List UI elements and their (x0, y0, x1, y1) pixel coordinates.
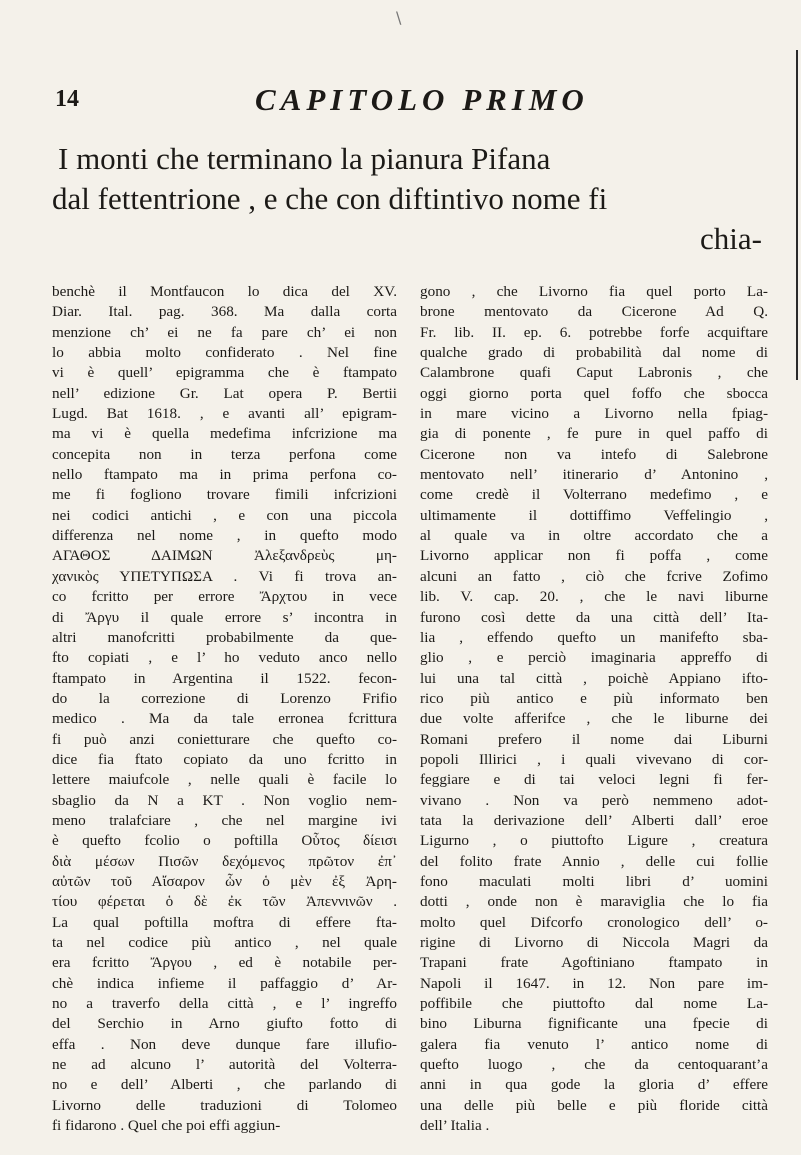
text-line: Napoli il 1647. in 12. Non pare im- (420, 974, 768, 992)
text-line: vivano . Non va però nemmeno adot- (420, 791, 768, 809)
text-line: dell’ Italia . (420, 1117, 490, 1135)
text-line: due volte afferifce , che le liburne dei (420, 710, 768, 728)
text-line: αὐτῶν τοῦ Αἴσαρον ὧν ὁ μὲν ἐξ Ἀρη- (52, 872, 397, 890)
text-line: ultimamente il dottiffimo Veffelingio , (420, 506, 768, 524)
text-line: del folito frate Annio , delle cui follie (420, 852, 768, 870)
page-header (55, 82, 755, 130)
text-line: una delle più belle e più floride città (420, 1096, 768, 1114)
text-line: quefto luogo , che da centoquarant’a (420, 1056, 768, 1074)
text-line: Trapani frate Agoftiniano ftampato in (420, 954, 768, 972)
text-line: Diar. Ital. pag. 368. Ma dalla corta (52, 303, 397, 321)
text-line: ta nel codice più antico , nel quale (52, 934, 397, 951)
text-line: nei codici antichi , e con una piccola (52, 506, 397, 524)
text-line: La qual poftilla moftra di effere fta- (52, 913, 397, 931)
text-line: bino Liburna fignificante una fpecie di (420, 1015, 768, 1033)
text-line: Calambrone quafi Caput Labronis , che (420, 364, 768, 382)
text-line: Livorno delle traduzioni di Tolomeo (52, 1096, 397, 1114)
text-line: chè indica infieme il paffaggio d’ Ar- (52, 974, 397, 992)
text-line: rigine di Livorno di Niccola Magri da (420, 934, 768, 951)
page-number: 14 (55, 86, 79, 112)
text-line: lettere maiufcole , nelle quali è facile lo (52, 771, 397, 789)
text-line: fono maculati molti libri d’ uomini (420, 872, 768, 890)
text-line: co fcritto per errore Ἄρχτου in vece (52, 588, 397, 606)
text-line: popoli Illirici , i quali vivevano di cor- (420, 750, 768, 768)
text-line: sbaglio da N a KT . Non voglio nem- (52, 791, 397, 809)
text-line: anni in qua gode la gloria d’ effere (420, 1076, 768, 1094)
text-line: fto copiati , e l’ ho veduto anco nello (52, 649, 397, 667)
text-line: meno tralafciare , che nel margine ivi (52, 811, 397, 829)
text-line: lia , effendo quefto un manifefto sba- (420, 628, 768, 646)
heading-line: I monti che terminano la pianura Pifana (58, 141, 551, 176)
text-line: me fi fogliono trovare fimili infcrizioni (52, 486, 397, 504)
text-line: lui una tal città , poichè Appiano ifto- (420, 669, 768, 687)
text-line: τίου φέρεται ὁ δὲ ἐκ τῶν Ἀπεννινῶν . (52, 893, 397, 911)
text-line: in mare vicino a Livorno nella fpiag- (420, 405, 768, 423)
text-line: al quale va in oltre accordato che a (420, 527, 768, 545)
text-line: χανικὸς ΥΠΕΤΥΠΩΣΑ . Vi fi trova an- (52, 567, 397, 585)
text-line: ΑΓΑΘΟΣ ΔΑΙΜΩΝ Ἀλεξανδρεὺς μη- (52, 547, 397, 565)
text-line: mentovato nell’ itinerario d’ Antonino , (420, 466, 768, 484)
text-line: ma vi è quella medefima infcrizione ma (52, 425, 397, 443)
text-line: gono , che Livorno fia quel porto La- (420, 283, 768, 300)
text-line: Fr. lib. II. ep. 6. potrebbe forfe acquiftare (420, 323, 768, 341)
text-line: differenza nel nome , in quefto modo (52, 527, 397, 545)
text-line: Livorno applicar non fi poffa , come (420, 547, 768, 565)
text-line: no e dell’ Alberti , che parlando di (52, 1076, 397, 1094)
text-line: fi può anzi conietturare che quefto co- (52, 730, 397, 748)
heading-line: dal fettentrione , e che con diftintivo nome fi (52, 181, 608, 216)
text-line: benchè il Montfaucon lo dica del XV. (52, 283, 397, 300)
text-line: lib. V. cap. 20. , che le navi liburne (420, 588, 768, 606)
text-line: menzione ch’ ei ne fa pare ch’ ei non (52, 323, 397, 341)
text-line: ftampato in Argentina il 1522. fecon- (52, 669, 397, 687)
text-line: medico . Ma da tale erronea fcrittura (52, 710, 397, 728)
text-line: dotti , onde non è maraviglia che lo fia (420, 893, 768, 911)
text-line: galera fia venuto l’ antico nome di (420, 1035, 768, 1053)
text-line: do la correzione di Lorenzo Frifio (52, 689, 397, 707)
text-line: tata la derivazione dell’ Alberti dall’ eroe (420, 811, 768, 829)
text-line: Romani prefero il nome dai Liburni (420, 730, 768, 748)
text-line: qualche grado di probabilità dal nome di (420, 344, 768, 362)
margin-rule (796, 50, 798, 380)
text-line: διὰ μέσων Πισῶν δεχόμενος πρῶτον ἐπ᾽ (52, 852, 397, 870)
text-line: è quefto fcolio o poftilla Οὗτος δίεισι (52, 832, 397, 850)
text-line: Cicerone non va intefo di Salebrone (420, 445, 768, 463)
text-line: concepita non in terza perfona come (52, 445, 397, 463)
text-line: furono così dette da una città dell’ Ita- (420, 608, 768, 626)
text-line: vi è quell’ epigramma che è ftampato (52, 364, 397, 382)
text-line: fi fidarono . Quel che poi effi aggiun- (52, 1117, 281, 1135)
text-line: di Ἄργυ il quale errore s’ incontra in (52, 608, 397, 626)
text-line: altri manofcritti probabilmente da que- (52, 628, 397, 646)
text-line: nello ftampato ma in prima perfona co- (52, 466, 397, 484)
corner-mark: \ (396, 8, 402, 27)
text-line: nell’ edizione Gr. Lat opera P. Bertii (52, 384, 397, 402)
text-line: dice fia ftato copiato da uno fcritto in (52, 750, 397, 768)
text-line: gia di ponente , fe pure in quel paffo di (420, 425, 768, 443)
text-line: Ligurno , o piuttofto Ligure , creatura (420, 832, 768, 850)
text-line: feggiare e di tai veloci legni fi fer- (420, 771, 768, 789)
text-line: glio , e perciò imaginaria appreffo di (420, 649, 768, 667)
text-line: no a traverfo della città , e l’ ingreffo (52, 995, 397, 1013)
text-line: molto quel Difcorfo cronologico dell’ o- (420, 913, 768, 931)
text-line: alcuni an fatto , ciò che fcrive Zofimo (420, 567, 768, 585)
text-line: effa . Non deve dunque fare illufio- (52, 1035, 397, 1053)
text-line: come credè il Volterrano medefimo , e (420, 486, 768, 504)
heading-line: chia- (700, 221, 762, 256)
text-line: poffibile che piuttofto dal nome La- (420, 995, 768, 1013)
text-line: lo abbia molto confiderato . Nel fine (52, 344, 397, 362)
text-line: brone mentovato da Cicerone Ad Q. (420, 303, 768, 321)
text-line: rico più antico e più informato ben (420, 689, 768, 707)
text-line: ne ad alcuno l’ autorità del Volterra- (52, 1056, 397, 1074)
text-line: del Serchio in Arno giufto fotto di (52, 1015, 397, 1033)
text-line: oggi giorno porta quel foffo che sbocca (420, 384, 768, 402)
text-line: Lugd. Bat 1618. , e avanti all’ epigram- (52, 405, 397, 423)
text-line: era fcritto Ἄργου , ed è notabile per- (52, 954, 397, 972)
right-column (420, 282, 768, 1136)
running-title: CAPITOLO PRIMO (255, 82, 589, 117)
left-column (52, 282, 397, 1136)
